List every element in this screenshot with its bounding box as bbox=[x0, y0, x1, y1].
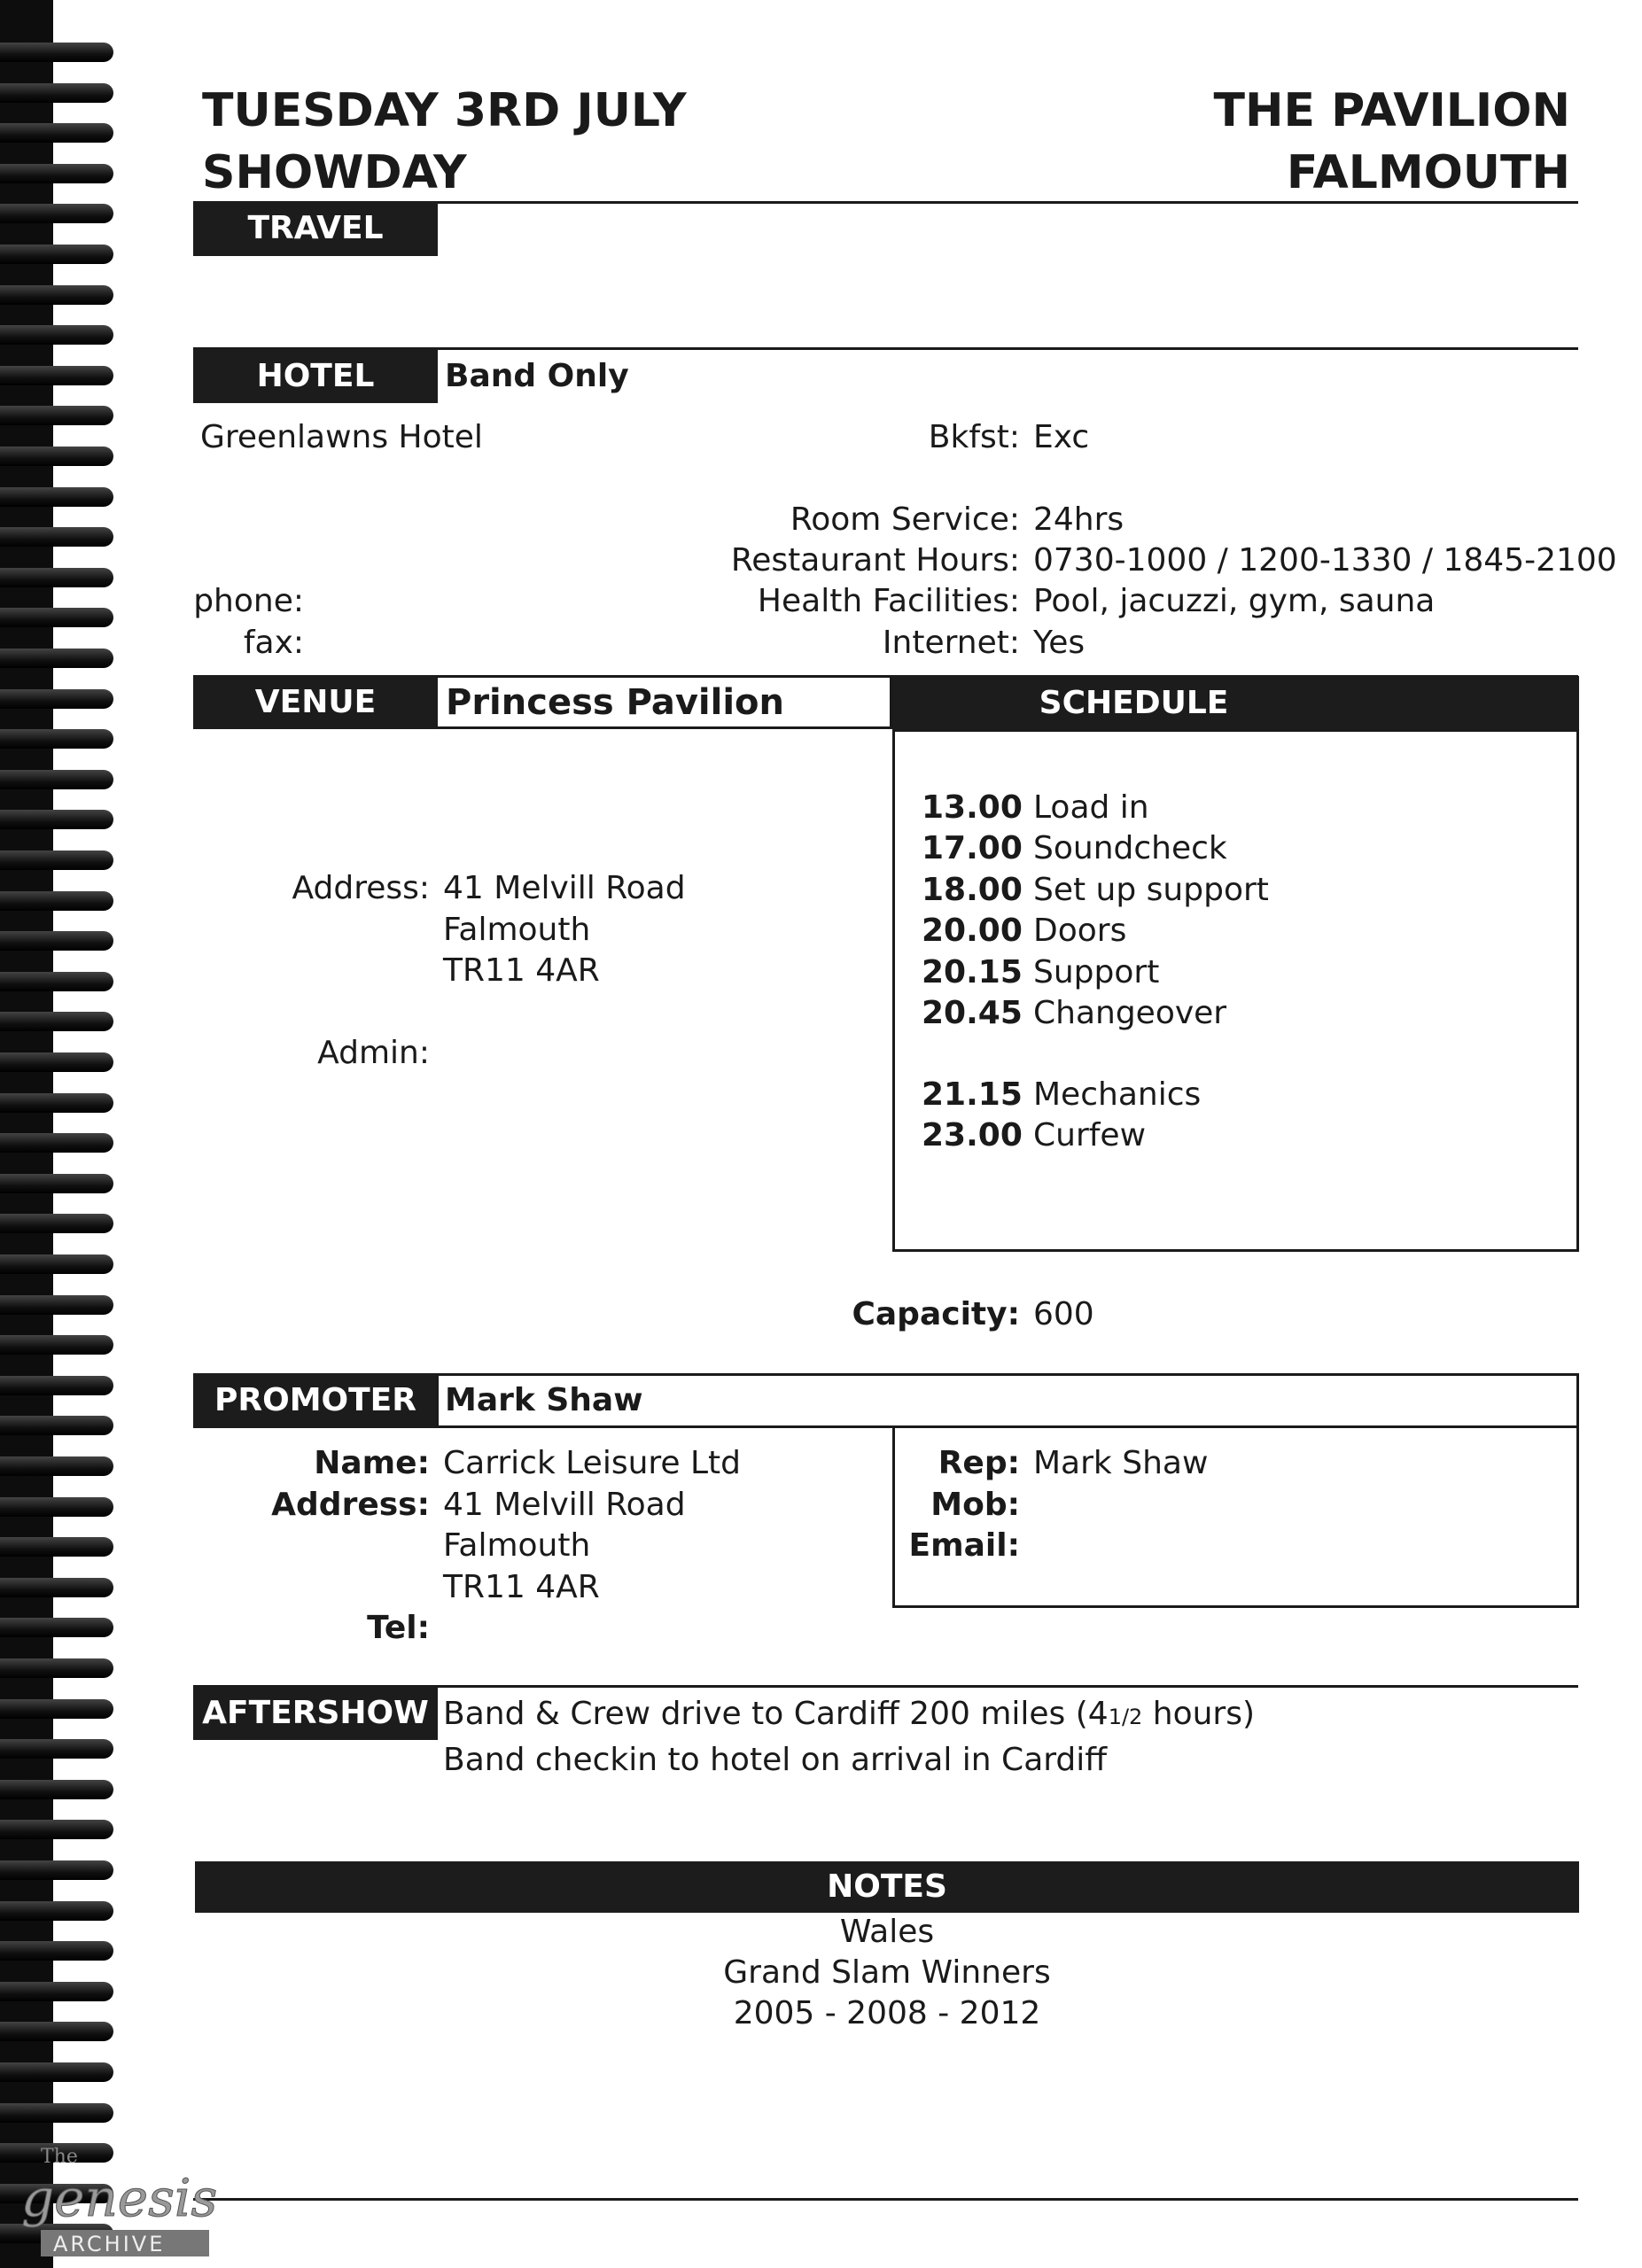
binding-coil bbox=[0, 1133, 113, 1153]
hotel-detail-value: Yes bbox=[1033, 625, 1086, 661]
header-day-type: SHOWDAY bbox=[202, 146, 467, 199]
hotel-label: HOTEL bbox=[193, 350, 438, 403]
binding-coil bbox=[0, 850, 113, 870]
schedule-time: 23.00 bbox=[922, 1117, 1023, 1153]
travel-label: TRAVEL bbox=[193, 201, 438, 256]
binding-coil bbox=[0, 1699, 113, 1719]
binding-coil bbox=[0, 931, 113, 951]
promoter-address-line: Falmouth bbox=[443, 1527, 591, 1564]
binding-coil bbox=[0, 1578, 113, 1597]
venue-address-line: 41 Melvill Road bbox=[443, 870, 686, 906]
schedule-time: 13.00 bbox=[922, 789, 1023, 826]
schedule-time: 21.15 bbox=[922, 1076, 1023, 1113]
binding-coil bbox=[0, 1658, 113, 1678]
header-venue-line1: THE PAVILION bbox=[1213, 84, 1570, 137]
promoter-name-label: Name: bbox=[314, 1445, 430, 1481]
binding-coil bbox=[0, 366, 113, 385]
binding-coil bbox=[0, 891, 113, 911]
hotel-detail-label: Bkfst: bbox=[928, 419, 1020, 455]
binding-coil bbox=[0, 810, 113, 829]
notes-line: 2005 - 2008 - 2012 bbox=[733, 1995, 1041, 2031]
hotel-detail-value: 24hrs bbox=[1033, 501, 1124, 538]
svg-text:The: The bbox=[41, 2146, 78, 2168]
promoter-tel-label: Tel: bbox=[367, 1610, 430, 1646]
binding-coil bbox=[0, 729, 113, 749]
binding-coil bbox=[0, 164, 113, 183]
binding-coil bbox=[0, 1618, 113, 1637]
footer-rule bbox=[193, 2198, 1578, 2201]
binding-coil bbox=[0, 689, 113, 709]
header-date: TUESDAY 3RD JULY bbox=[202, 84, 687, 137]
venue-name: Princess Pavilion bbox=[446, 682, 785, 723]
schedule-time: 20.15 bbox=[922, 954, 1023, 990]
binding-coil bbox=[0, 608, 113, 627]
binding-coil bbox=[0, 83, 113, 103]
binding-coil bbox=[0, 1295, 113, 1315]
binding-coil bbox=[0, 1214, 113, 1233]
hotel-name: Greenlawns Hotel bbox=[200, 419, 483, 455]
hotel-who: Band Only bbox=[445, 358, 629, 394]
binding-coil bbox=[0, 649, 113, 668]
promoter-address-line: 41 Melvill Road bbox=[443, 1487, 686, 1523]
schedule-event: Mechanics bbox=[1033, 1076, 1202, 1113]
binding-coil bbox=[0, 43, 113, 62]
binding-coil bbox=[0, 1537, 113, 1557]
schedule-event: Load in bbox=[1033, 789, 1149, 826]
schedule-event: Set up support bbox=[1033, 872, 1269, 908]
binding-coil bbox=[0, 1497, 113, 1517]
binding-coil bbox=[0, 972, 113, 991]
schedule-event: Support bbox=[1033, 954, 1160, 990]
hotel-detail-value: Exc bbox=[1033, 419, 1090, 455]
hotel-detail-value: 0730-1000 / 1200-1330 / 1845-2100 bbox=[1033, 542, 1617, 579]
binding-coil bbox=[0, 204, 113, 223]
hotel-detail-label: Room Service: bbox=[790, 501, 1020, 538]
binding-coil bbox=[0, 1376, 113, 1395]
promoter-rep: Mark Shaw bbox=[1033, 1445, 1209, 1481]
venue-capacity-label: Capacity: bbox=[852, 1296, 1020, 1332]
venue-capacity: 600 bbox=[1033, 1296, 1094, 1332]
promoter-name: Carrick Leisure Ltd bbox=[443, 1445, 742, 1481]
aftershow-fraction: 1/2 bbox=[1108, 1705, 1143, 1729]
binding-coil bbox=[0, 1093, 113, 1113]
binding-coil bbox=[0, 770, 113, 789]
schedule-event: Changeover bbox=[1033, 995, 1227, 1031]
notes-line: Grand Slam Winners bbox=[723, 1954, 1051, 1991]
schedule-time: 20.45 bbox=[922, 995, 1023, 1031]
binding-coil bbox=[0, 487, 113, 507]
schedule-event: Soundcheck bbox=[1033, 830, 1227, 866]
hotel-detail-value: Pool, jacuzzi, gym, sauna bbox=[1033, 583, 1436, 619]
schedule-time: 18.00 bbox=[922, 872, 1023, 908]
binding-coil bbox=[0, 568, 113, 587]
binding-coil bbox=[0, 1860, 113, 1880]
binding-coil bbox=[0, 1254, 113, 1274]
binding-coil bbox=[0, 1780, 113, 1799]
venue-address-line: Falmouth bbox=[443, 912, 591, 948]
promoter-email-label: Email: bbox=[908, 1527, 1020, 1564]
hotel-detail-label: Restaurant Hours: bbox=[730, 542, 1020, 579]
promoter-rep-label: Rep: bbox=[938, 1445, 1020, 1481]
binding-coil bbox=[0, 2103, 113, 2123]
notes-line: Wales bbox=[839, 1914, 935, 1950]
schedule-time: 17.00 bbox=[922, 830, 1023, 866]
binding-coil bbox=[0, 1335, 113, 1355]
aftershow-label: AFTERSHOW bbox=[193, 1687, 438, 1740]
venue-label: VENUE bbox=[193, 676, 438, 729]
header-venue-line2: FALMOUTH bbox=[1286, 146, 1570, 199]
binding-coil bbox=[0, 447, 113, 466]
hotel-detail-label: Health Facilities: bbox=[757, 583, 1020, 619]
promoter-label: PROMOTER bbox=[193, 1373, 438, 1428]
binding-coil bbox=[0, 325, 113, 345]
svg-text:ARCHIVE: ARCHIVE bbox=[53, 2232, 166, 2256]
binding-coil bbox=[0, 527, 113, 547]
venue-admin-label: Admin: bbox=[317, 1035, 430, 1071]
binding-coil bbox=[0, 1456, 113, 1476]
venue-address-line: TR11 4AR bbox=[443, 952, 600, 989]
promoter-address-label: Address: bbox=[271, 1487, 430, 1523]
binding-coil bbox=[0, 1739, 113, 1759]
svg-text:genesis: genesis bbox=[21, 2168, 218, 2228]
promoter-header-name: Mark Shaw bbox=[445, 1382, 643, 1418]
binding-coil bbox=[0, 245, 113, 264]
aftershow-line2: Band checkin to hotel on arrival in Cardiff bbox=[443, 1742, 1108, 1778]
hotel-detail-label: Internet: bbox=[882, 625, 1020, 661]
binding-coil bbox=[0, 1901, 113, 1921]
binding-coil bbox=[0, 123, 113, 143]
binding-coil bbox=[0, 1416, 113, 1435]
genesis-archive-logo bbox=[18, 2131, 239, 2264]
schedule-event: Doors bbox=[1033, 913, 1127, 949]
binding-coil bbox=[0, 1052, 113, 1072]
promoter-mob-label: Mob: bbox=[930, 1487, 1020, 1523]
venue-address-label: Address: bbox=[292, 870, 430, 906]
binding-coil bbox=[0, 1820, 113, 1839]
binding-coil bbox=[0, 1012, 113, 1031]
binding-coil bbox=[0, 2022, 113, 2041]
binding-coil bbox=[0, 406, 113, 425]
schedule-event: Curfew bbox=[1033, 1117, 1147, 1153]
promoter-address-line: TR11 4AR bbox=[443, 1569, 600, 1605]
binding-coil bbox=[0, 1941, 113, 1961]
binding-coil bbox=[0, 2062, 113, 2082]
hotel-fax-label: fax: bbox=[243, 625, 304, 661]
notes-label: NOTES bbox=[195, 1861, 1579, 1913]
schedule-label: SCHEDULE bbox=[1039, 685, 1229, 721]
aftershow-line1: Band & Crew drive to Cardiff 200 miles (41/2 hours) bbox=[443, 1696, 1256, 1732]
binding-coil bbox=[0, 1982, 113, 2001]
hotel-phone-label: phone: bbox=[193, 583, 304, 619]
binding-coil bbox=[0, 1174, 113, 1193]
schedule-time: 20.00 bbox=[922, 913, 1023, 949]
binding-coil bbox=[0, 285, 113, 305]
